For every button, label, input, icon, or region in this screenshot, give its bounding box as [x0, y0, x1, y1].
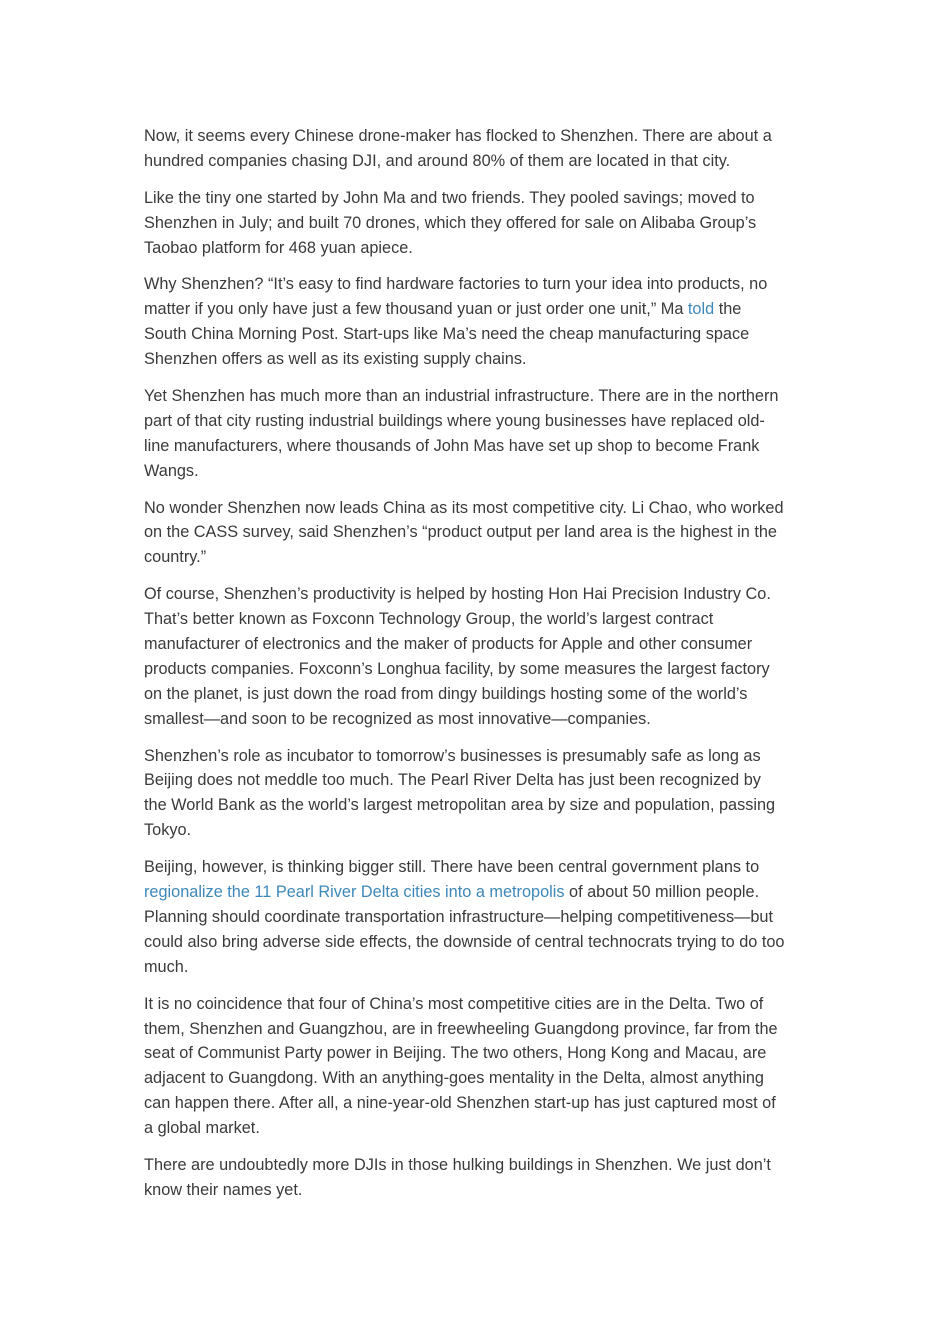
text-line: Now, it seems every Chinese drone-maker has flocked to Shenzhen. There are about a: [144, 127, 772, 145]
metropolis-link[interactable]: regionalize the 11 Pearl River Delta cities into a metropolis: [144, 883, 565, 902]
text-line: Planning should coordinate transportation infrastructure—helping competitiveness—but: [144, 907, 773, 926]
text-segment: the: [714, 300, 742, 319]
text-line: seat of Communist Party power in Beijing. The two others, Hong Kong and Macau, are: [144, 1044, 767, 1063]
text-line: could also bring adverse side effects, the downside of central technocrats trying to do too: [144, 932, 785, 951]
text-line: adjacent to Guangdong. With an anything-goes mentality in the Delta, almost anything: [144, 1069, 764, 1088]
text-line: Wangs.: [144, 461, 199, 480]
text-line: Like the tiny one started by John Ma and two friends. They pooled savings; moved to: [144, 188, 755, 207]
paragraph-4: [144, 384, 808, 484]
text-line: [144, 297, 808, 322]
told-link[interactable]: told: [687, 300, 715, 319]
paragraph-2: [144, 186, 808, 261]
text-line: on the CASS survey, said Shenzhen’s “product output per land area is the highest in the: [144, 523, 777, 542]
text-line: Beijing, however, is thinking bigger still. There have been central government plans to: [144, 858, 760, 877]
text-line: know their names yet.: [144, 1180, 303, 1199]
paragraph-7: [144, 744, 808, 844]
text-segment: matter if you only have just a few thousand yuan or just order one unit,” Ma: [144, 300, 688, 319]
text-line: hundred companies chasing DJI, and around 80% of them are located in that city.: [144, 151, 731, 170]
text-line: much.: [144, 957, 189, 976]
text-line: There are undoubtedly more DJIs in those hulking buildings in Shenzhen. We just don’t: [144, 1155, 771, 1174]
text-line: Taobao platform for 468 yuan apiece.: [144, 238, 413, 257]
text-line: Tokyo.: [144, 821, 192, 840]
paragraph-1: [144, 124, 808, 174]
text-line: line manufacturers, where thousands of John Mas have set up shop to become Frank: [144, 436, 760, 455]
text-line: on the planet, is just down the road from dingy buildings hosting some of the world’s: [144, 684, 748, 703]
paragraph-5: [144, 496, 808, 571]
text-line: smallest—and soon to be recognized as most innovative—companies.: [144, 709, 651, 728]
text-line: part of that city rusting industrial buildings where young businesses have replaced old-: [144, 411, 765, 430]
text-line: That’s better known as Foxconn Technology Group, the world’s largest contract: [144, 610, 714, 629]
article-body: [144, 124, 808, 1215]
text-line: the World Bank as the world’s largest metropolitan area by size and population, passing: [144, 796, 776, 815]
paragraph-9: [144, 992, 808, 1141]
text-line: [144, 880, 808, 905]
paragraph-10: [144, 1153, 808, 1203]
text-line: products companies. Foxconn’s Longhua facility, by some measures the largest factory: [144, 659, 770, 678]
text-line: Shenzhen in July; and built 70 drones, which they offered for sale on Alibaba Group’s: [144, 213, 757, 232]
text-line: Why Shenzhen? “It’s easy to find hardware factories to turn your idea into products, no: [144, 275, 768, 294]
text-line: Beijing does not meddle too much. The Pearl River Delta has just been recognized by: [144, 771, 761, 790]
text-line: Shenzhen offers as well as its existing supply chains.: [144, 350, 527, 369]
paragraph-6: [144, 582, 808, 731]
text-line: manufacturer of electronics and the maker of products for Apple and other consumer: [144, 635, 753, 654]
paragraph-3: [144, 272, 808, 372]
paragraph-8: [144, 855, 808, 979]
text-line: Yet Shenzhen has much more than an industrial infrastructure. There are in the northern: [144, 387, 779, 406]
text-line: It is no coincidence that four of China’s most competitive cities are in the Delta. Two of: [144, 994, 764, 1013]
text-segment: of about 50 million people.: [564, 883, 760, 902]
text-line: Shenzhen’s role as incubator to tomorrow’s businesses is presumably safe as long as: [144, 746, 761, 765]
text-line: South China Morning Post. Start-ups like Ma’s need the cheap manufacturing space: [144, 325, 750, 344]
text-line: No wonder Shenzhen now leads China as its most competitive city. Li Chao, who worked: [144, 498, 784, 517]
text-line: a global market.: [144, 1119, 260, 1138]
text-line: country.”: [144, 548, 207, 567]
text-line: can happen there. After all, a nine-year-old Shenzhen start-up has just captured most of: [144, 1094, 776, 1113]
text-line: them, Shenzhen and Guangzhou, are in freewheeling Guangdong province, far from the: [144, 1019, 778, 1038]
text-line: Of course, Shenzhen’s productivity is helped by hosting Hon Hai Precision Industry Co.: [144, 585, 771, 604]
